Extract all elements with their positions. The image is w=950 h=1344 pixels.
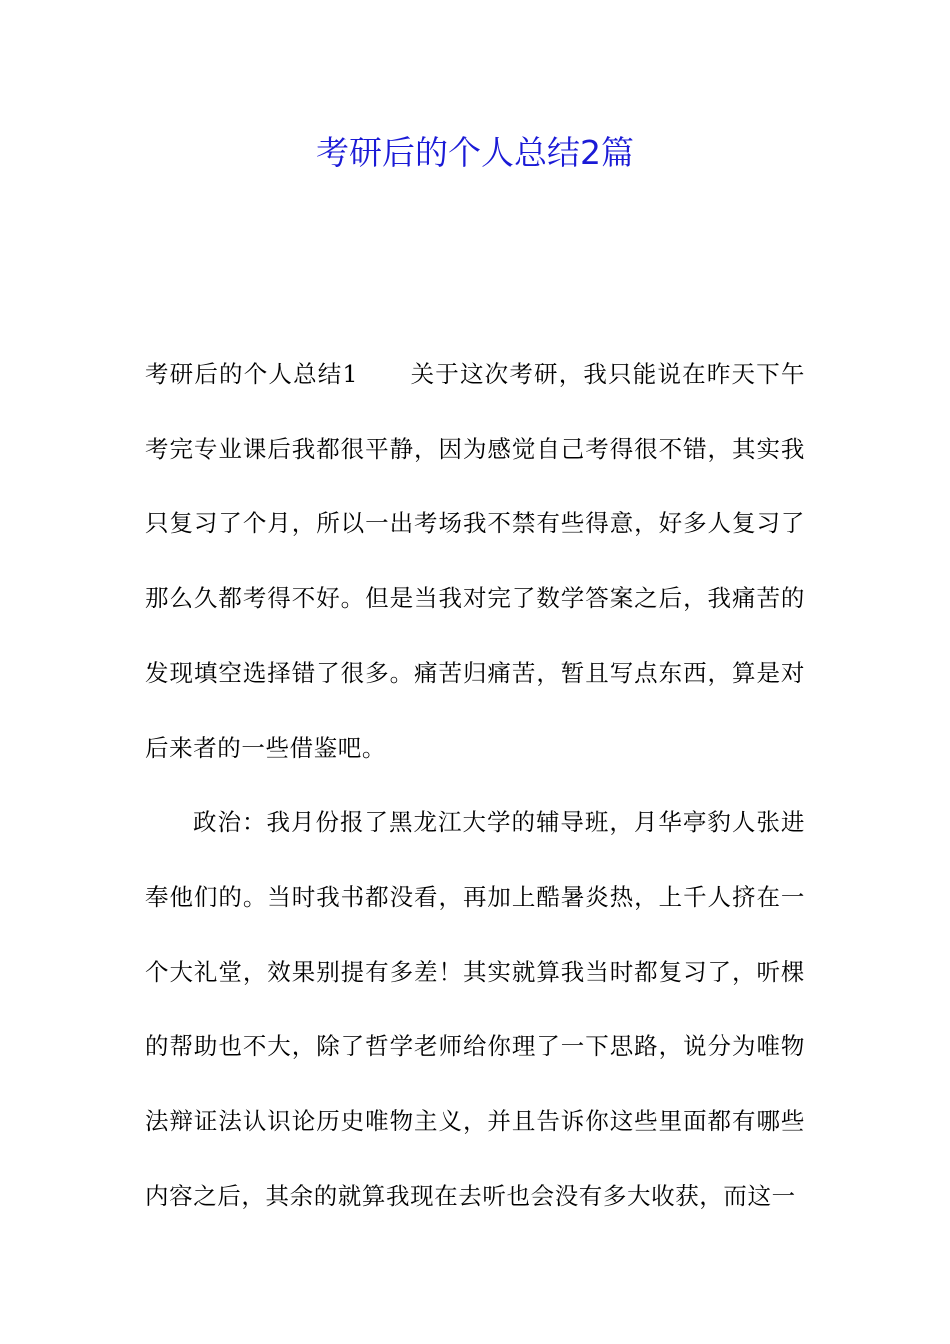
paragraph-1	[145, 337, 805, 785]
document-title: 考研后的个人总结2篇	[316, 133, 634, 172]
section-label: 考研后的个人总结1	[145, 360, 359, 388]
paragraph-2: 政治：我月份报了黑龙江大学的辅导班，月华亭豹人张进奉他们的。当时我书都没看，再加上酷暑炎热，上千人挤在一个大礼堂，效果别提有多差！其实就算我当时都复习了，听棵的帮助也不大，除了哲学老师给你理了一下思路，说分为唯物法辩证法认识论历史唯物主义，并且告诉你这些里面都有哪些内容之后，其余的就算我现在去听也会没有多大收获，而这一	[145, 808, 805, 1210]
paragraph-1-text: 关于这次考研，我只能说在昨天下午考完专业课后我都很平静，因为感觉自己考得很不错，其实我只复习了个月，所以一出考场我不禁有些得意，好多人复习了那么久都考得不好。但是当我对完了数学答案之后，我痛苦的发现填空选择错了很多。痛苦归痛苦，暂且写点东西，算是对后来者的一些借鉴吧。	[145, 360, 805, 762]
document-body	[145, 337, 805, 1233]
